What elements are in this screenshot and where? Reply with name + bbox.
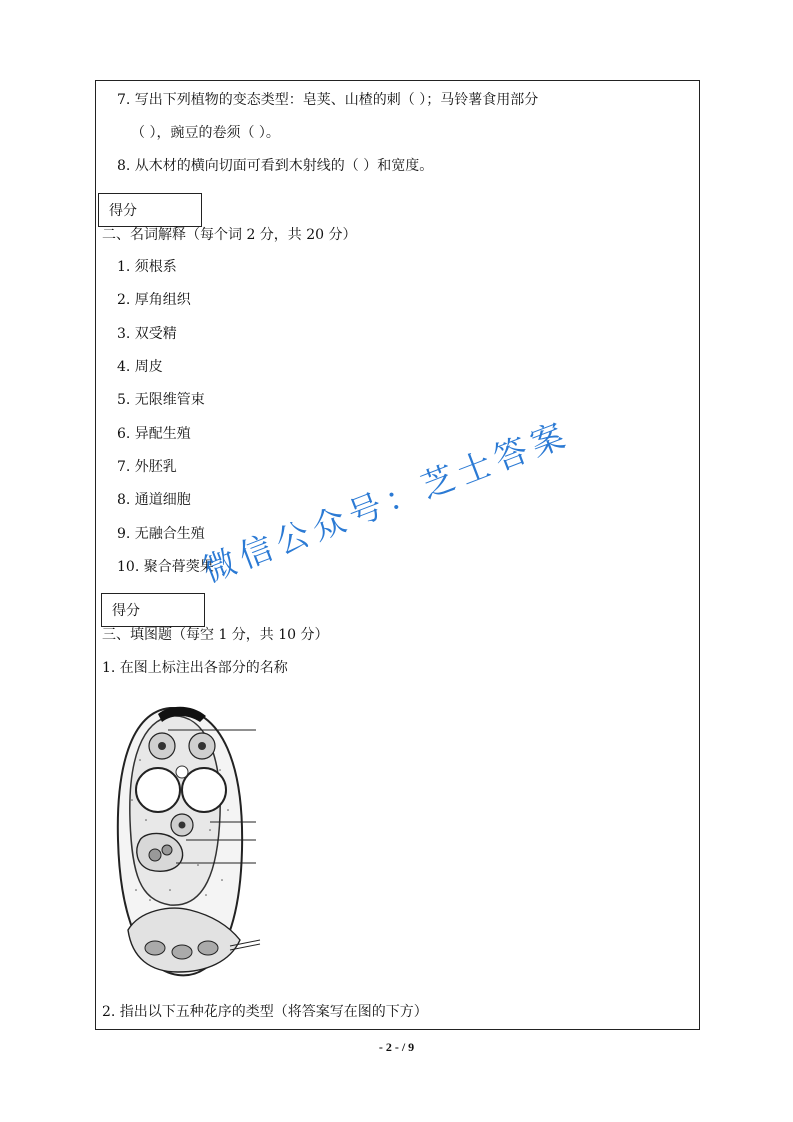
term-item: 9. 无融合生殖 (117, 526, 205, 542)
embryo-sac-diagram (110, 700, 280, 985)
term-item: 5. 无限维管束 (117, 392, 205, 408)
watermark: 微信公众号：芝士答案 (197, 413, 576, 591)
section-3-q1: 1. 在图上标注出各部分的名称 (102, 660, 288, 676)
term-item: 3. 双受精 (117, 326, 177, 342)
term-item: 10. 聚合蓇葖果 (117, 559, 214, 575)
term-item: 1. 须根系 (117, 259, 177, 275)
page-number: - 2 - / 9 (378, 1040, 415, 1054)
question-7-line1: 7. 写出下列植物的变态类型：皂荚、山楂的刺（ ）；马铃薯食用部分 (117, 92, 539, 108)
question-7-line2: （ ），豌豆的卷须（ ）。 (131, 125, 280, 141)
term-item: 7. 外胚乳 (117, 459, 177, 475)
term-item: 4. 周皮 (117, 359, 163, 375)
question-8: 8. 从木材的横向切面可看到木射线的（ ）和宽度。 (117, 158, 434, 174)
term-item: 6. 异配生殖 (117, 426, 191, 442)
score-box-2: 得分 (101, 593, 205, 627)
section-3-heading: 三、填图题（每空 1 分，共 10 分） (102, 627, 329, 643)
term-item: 2. 厚角组织 (117, 292, 191, 308)
section-3-q2: 2. 指出以下五种花序的类型（将答案写在图的下方） (102, 1004, 428, 1020)
term-item: 8. 通道细胞 (117, 492, 191, 508)
section-2-heading: 二、名词解释（每个词 2 分，共 20 分） (102, 227, 357, 243)
score-box-1: 得分 (98, 193, 202, 227)
